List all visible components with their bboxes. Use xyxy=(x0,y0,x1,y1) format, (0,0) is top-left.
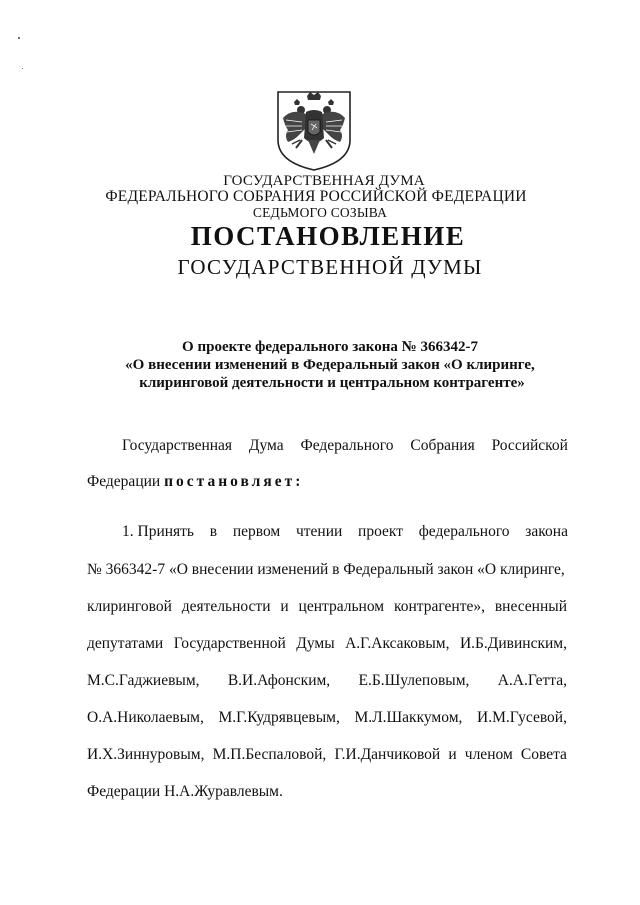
item1-line8: Федерации Н.А.Журавлевым. xyxy=(87,783,283,800)
item1-word: В.И.Афонским, xyxy=(227,672,331,689)
item1-line3 xyxy=(87,597,567,617)
preamble-prefix: Федерации xyxy=(87,473,161,490)
item1-word: федерального xyxy=(418,523,510,540)
item1-line6 xyxy=(87,708,567,728)
item1-word: проект xyxy=(358,523,403,540)
item1-line2: № 366342-7 «О внесении изменений в Федеральный закон «О клиринге, xyxy=(87,561,565,578)
item1-word: контрагенте», xyxy=(393,598,485,615)
item1-word: Е.Б.Шулеповым, xyxy=(358,672,470,689)
item1-word: центральном xyxy=(298,598,385,615)
org-title-line3: СЕДЬМОГО СОЗЫВА xyxy=(252,205,388,220)
org-title-line1: ГОСУДАРСТВЕННАЯ ДУМА xyxy=(223,173,425,189)
item1-word: И.М.Гусевой, xyxy=(477,709,567,726)
item1-word: Г.И.Данчиковой xyxy=(334,746,441,763)
item1-line5 xyxy=(87,671,567,691)
item1-word: деятельности xyxy=(181,598,271,615)
russian-coat-of-arms-icon xyxy=(274,88,354,172)
preamble-word: Собрания xyxy=(410,437,475,454)
item1-word: депутатами xyxy=(87,635,164,652)
item1-line7 xyxy=(87,745,567,765)
item1-word: первом xyxy=(232,523,281,540)
scan-speck xyxy=(22,68,23,69)
item1-word: членом xyxy=(464,746,513,763)
item1-line1 xyxy=(122,522,568,542)
item1-word: клиринговой xyxy=(87,598,172,615)
scan-speck xyxy=(18,37,20,39)
preamble-resolves: постановляет: xyxy=(164,473,304,490)
preamble-line2 xyxy=(87,472,567,492)
item1-word: И.Б.Дивинским, xyxy=(459,635,567,652)
item1-word: внесенный xyxy=(494,598,567,615)
subject-line1: О проекте федерального закона № 366342-7 xyxy=(182,339,478,355)
preamble-word: Государственная xyxy=(122,437,233,454)
subject-line2: «О внесении изменений в Федеральный закон «О клиринге, xyxy=(125,357,535,373)
item1-word: чтении xyxy=(295,523,343,540)
item1-word: О.А.Николаевым, xyxy=(87,709,204,726)
item1-word: и xyxy=(448,746,457,763)
item1-word: Совета xyxy=(520,746,567,763)
document-type-title: ПОСТАНОВЛЕНИЕ xyxy=(190,221,466,251)
preamble-word: Российской xyxy=(491,437,568,454)
item1-word: в xyxy=(209,523,218,540)
item1-word: 1. Принять xyxy=(122,523,195,540)
item1-line4 xyxy=(87,634,567,654)
preamble-word: Федерального xyxy=(300,437,394,454)
item1-word: Думы xyxy=(296,635,335,652)
item1-word: закона xyxy=(525,523,568,540)
item1-word: М.Г.Кудрявцевым, xyxy=(218,709,340,726)
item1-word: М.Л.Шаккумом, xyxy=(354,709,463,726)
subject-line3: клиринговой деятельности и центральном контрагенте» xyxy=(139,375,525,391)
item1-word: А.Г.Аксаковым, xyxy=(345,635,450,652)
item1-word: М.П.Беспаловой, xyxy=(212,746,327,763)
item1-word: М.С.Гаджиевым, xyxy=(87,672,200,689)
item1-word: И.Х.Зиннуровым, xyxy=(87,746,205,763)
preamble-word: Дума xyxy=(248,437,284,454)
org-title-line2: ФЕДЕРАЛЬНОГО СОБРАНИЯ РОССИЙСКОЙ ФЕДЕРАЦИИ xyxy=(105,188,527,205)
preamble-line1 xyxy=(122,436,568,456)
item1-word: А.А.Гетта, xyxy=(497,672,567,689)
document-subtitle: ГОСУДАРСТВЕННОЙ ДУМЫ xyxy=(177,255,483,279)
item1-word: Государственной xyxy=(173,635,286,652)
item1-word: и xyxy=(280,598,289,615)
